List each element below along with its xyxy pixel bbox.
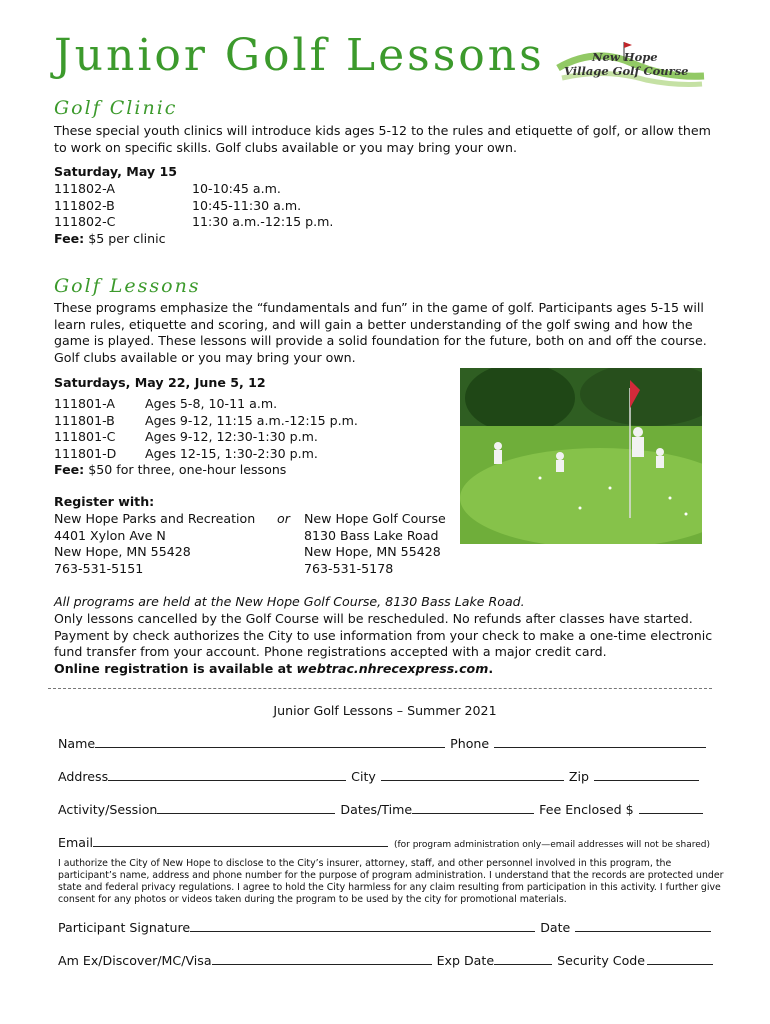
form-title: Junior Golf Lessons – Summer 2021 — [273, 703, 497, 718]
signature-field[interactable] — [190, 919, 535, 932]
session-time: 10:45-11:30 a.m. — [192, 197, 302, 213]
exp-label: Exp Date — [436, 953, 495, 968]
golf-course-logo — [556, 38, 706, 90]
lessons-description-line: learn rules, etiquette and scoring, and will gain a better understanding of the golf swing and how the — [54, 316, 693, 332]
register-left-line: New Hope Parks and Recreation — [54, 511, 256, 526]
register-parks — [54, 511, 255, 577]
zip-field[interactable] — [594, 768, 699, 781]
session-time: 11:30 a.m.-12:15 p.m. — [192, 214, 334, 230]
session-detail: Ages 9-12, 12:30-1:30 p.m. — [145, 429, 318, 445]
dates-field[interactable] — [412, 801, 534, 814]
authorization-line: consent for any photos or videos taken during the program to be used by the city for promotional materials. — [58, 894, 567, 905]
lessons-session-row — [54, 446, 358, 463]
lessons-description-line: Golf clubs available or you may bring your own. — [54, 349, 356, 365]
policy-line: Payment by check authorizes the City to use information from your check to make a one-time electronic — [54, 627, 713, 643]
name-row — [58, 735, 706, 751]
lessons-description — [54, 300, 734, 366]
session-detail: Ages 9-12, 11:15 a.m.-12:15 p.m. — [145, 412, 358, 428]
logo-line1: New Hope — [592, 50, 658, 64]
signature-row — [58, 919, 711, 935]
phone-label: Phone — [450, 736, 490, 751]
register-right-line: New Hope Golf Course — [304, 511, 446, 526]
signature-label: Participant Signature — [58, 920, 191, 935]
register-right-line: 8130 Bass Lake Road — [304, 527, 439, 543]
name-field[interactable] — [95, 735, 445, 748]
exp-field[interactable] — [494, 952, 552, 965]
register-right-line: New Hope, MN 55428 — [304, 544, 441, 560]
city-label: City — [351, 769, 376, 784]
lessons-description-line: These programs emphasize the “fundamentals and fun” in the game of golf. Participants ages 5-15 will — [54, 300, 704, 315]
register-or: or — [277, 511, 290, 526]
authorization-text — [58, 858, 724, 906]
email-field[interactable] — [93, 834, 388, 847]
session-code: 111801-B — [54, 412, 115, 428]
page-title: Junior Golf Lessons — [54, 30, 545, 81]
policy-notes — [54, 611, 712, 677]
session-detail: Ages 12-15, 1:30-2:30 p.m. — [145, 445, 318, 461]
fee-value: $5 per clinic — [88, 230, 166, 246]
security-field[interactable] — [647, 952, 713, 965]
session-code: 111801-C — [54, 429, 116, 445]
register-right-line: 763-531-5178 — [304, 560, 394, 576]
address-field[interactable] — [108, 768, 346, 781]
card-label: Am Ex/Discover/MC/Visa — [58, 953, 212, 968]
fee-label: Fee: — [54, 462, 85, 478]
session-code: 111801-A — [54, 396, 115, 411]
clinic-session-row — [54, 198, 333, 215]
fee-value: $50 for three, one-hour lessons — [88, 462, 287, 478]
phone-field[interactable] — [494, 735, 706, 748]
lessons-heading: Golf Lessons — [54, 275, 201, 297]
authorization-line: participant’s name, address and phone number for the purpose of program administration. I understand that the records are protected under — [58, 870, 724, 881]
date-field[interactable] — [575, 919, 711, 932]
register-left-line: 4401 Xylon Ave N — [54, 527, 166, 543]
email-row — [58, 834, 710, 850]
fee-enclosed-label: Fee Enclosed $ — [539, 802, 634, 817]
register-left-line: New Hope, MN 55428 — [54, 544, 191, 560]
clinic-description-line: These special youth clinics will introduce kids ages 5-12 to the rules and etiquette of golf, or allow them — [54, 123, 711, 138]
session-code: 111802-C — [54, 214, 116, 230]
fee-enclosed-field[interactable] — [639, 801, 703, 814]
clinic-description-line: to work on specific skills. Golf clubs available or you may bring your own. — [54, 139, 517, 155]
lessons-date: Saturdays, May 22, June 5, 12 — [54, 375, 266, 390]
session-code: 111802-A — [54, 181, 115, 196]
security-label: Security Code — [557, 953, 646, 968]
authorization-line: I authorize the City of New Hope to disclose to the City’s insurer, attorney, staff, and other personnel involved in this program, the — [58, 858, 672, 869]
fee-label: Fee: — [54, 230, 85, 246]
session-detail: Ages 5-8, 10-11 a.m. — [145, 396, 278, 411]
clinic-session-row — [54, 214, 333, 231]
lessons-session-row — [54, 413, 358, 430]
activity-field[interactable] — [157, 801, 335, 814]
email-note: (for program administration only—email addresses will not be shared) — [393, 840, 710, 850]
logo-line2: Village Golf Course — [564, 64, 689, 78]
register-left-line: 763-531-5151 — [54, 560, 144, 576]
clinic-heading: Golf Clinic — [54, 97, 178, 119]
zip-label: Zip — [568, 769, 589, 784]
lessons-session-row — [54, 429, 358, 446]
session-time: 10-10:45 a.m. — [192, 181, 281, 196]
card-row — [58, 952, 713, 968]
session-code: 111802-B — [54, 197, 115, 213]
activity-label: Activity/Session — [58, 802, 158, 817]
name-label: Name — [58, 736, 96, 751]
lessons-session-row — [54, 396, 358, 413]
clinic-date: Saturday, May 15 — [54, 164, 178, 179]
clinic-fee — [54, 231, 333, 248]
address-row — [58, 768, 699, 784]
clinic-session-row — [54, 181, 333, 198]
register-golf-course — [304, 511, 446, 577]
online-prefix: Online registration is available at — [54, 660, 297, 676]
clinic-sessions — [54, 181, 333, 247]
online-suffix: . — [488, 660, 494, 676]
lessons-fee — [54, 462, 358, 479]
location-note: All programs are held at the New Hope Golf Course, 8130 Bass Lake Road. — [54, 594, 525, 609]
clinic-description — [54, 123, 734, 156]
policy-line: Only lessons cancelled by the Golf Course will be rescheduled. No refunds after classes have started. — [54, 611, 693, 626]
lessons-sessions — [54, 396, 358, 479]
lessons-description-line: game is played. These lessons will provide a solid foundation for the future, both on and off the course. — [54, 333, 707, 349]
email-label: Email — [58, 835, 93, 850]
cut-line-divider — [48, 688, 712, 689]
online-registration — [54, 661, 712, 678]
session-code: 111801-D — [54, 445, 117, 461]
city-field[interactable] — [381, 768, 564, 781]
golf-lesson-photo — [460, 368, 702, 544]
address-label: Address — [58, 769, 109, 784]
dates-label: Dates/Time — [340, 802, 413, 817]
online-url-link[interactable]: webtrac.nhrecexpress.com — [296, 660, 489, 676]
register-heading: Register with: — [54, 494, 155, 509]
policy-line: fund transfer from your account. Phone registrations accepted with a major credit card. — [54, 644, 607, 660]
date-label: Date — [540, 920, 571, 935]
authorization-line: state and federal privacy regulations. I agree to hold the City harmless for any claim resulting from participation in this activity. I further give — [58, 882, 721, 893]
card-field[interactable] — [212, 952, 432, 965]
activity-row — [58, 801, 703, 817]
